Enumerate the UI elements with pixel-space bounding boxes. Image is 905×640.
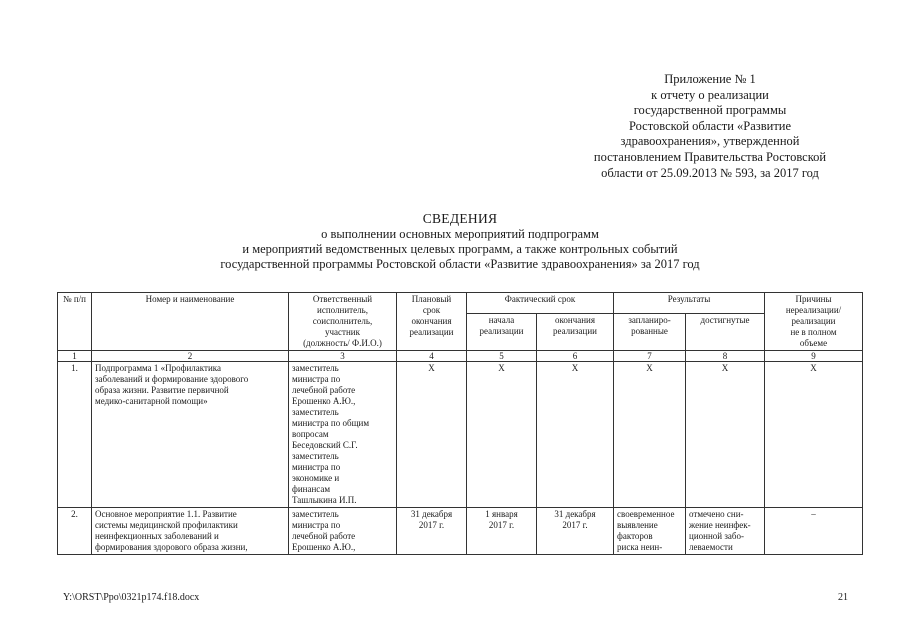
cell-planned-term: X: [397, 362, 467, 508]
appendix-line: здравоохранения», утвержденной: [620, 134, 800, 149]
cell-reasons: –: [765, 508, 863, 555]
header-actual-end: окончания реализации: [537, 313, 614, 350]
header-results-planned: запланиро- рованные: [614, 313, 686, 350]
column-number: 3: [289, 351, 397, 362]
document-heading: СВЕДЕНИЯ: [422, 211, 498, 226]
cell-actual-end: 31 декабря 2017 г.: [537, 508, 614, 555]
header-responsible: Ответственный исполнитель, соисполнитель, участник (должность/ Ф.И.О.): [289, 293, 397, 351]
cell-num: 1.: [58, 362, 92, 508]
document-title-block: [100, 210, 820, 272]
cell-name: Основное мероприятие 1.1. Развитие системы медицинской профилактики неинфекционных заболеваний и формирования здорового образа жизни,: [92, 508, 289, 555]
header-num: № п/п: [58, 293, 92, 351]
column-number: 5: [467, 351, 537, 362]
footer-file-path: Y:\ORST\Ppo\0321p174.f18.docx: [63, 592, 200, 603]
cell-results-achieved: отмечено сни- жение неинфек- ционной забо- леваемости: [686, 508, 765, 555]
cell-num: 2.: [58, 508, 92, 555]
title-line: о выполнении основных мероприятий подпрограмм: [321, 227, 599, 241]
header-row: [58, 293, 863, 314]
column-number: 2: [92, 351, 289, 362]
cell-reasons: X: [765, 362, 863, 508]
cell-actual-end: X: [537, 362, 614, 508]
appendix-line: постановлением Правительства Ростовской: [593, 149, 827, 164]
header-results: Результаты: [614, 293, 765, 314]
column-number-row: [58, 351, 863, 362]
column-number: 4: [397, 351, 467, 362]
cell-results-achieved: X: [686, 362, 765, 508]
cell-name: Подпрограмма 1 «Профилактика заболеваний и формирование здорового образа жизни. Развитие первичной медико-санитарной помощи»: [92, 362, 289, 508]
appendix-line: области от 25.09.2013 № 593, за 2017 год: [601, 165, 819, 180]
column-number: 7: [614, 351, 686, 362]
appendix-line: государственной программы: [633, 103, 787, 118]
header-planned-term: Плановый срок окончания реализации: [397, 293, 467, 351]
cell-actual-start: X: [467, 362, 537, 508]
header-results-achieved: достигнутые: [686, 313, 765, 350]
cell-planned-term: 31 декабря 2017 г.: [397, 508, 467, 555]
header-actual-start: начала реализации: [467, 313, 537, 350]
cell-results-planned: своевременное выявление факторов риска неин-: [614, 508, 686, 555]
table-row: [58, 508, 863, 555]
title-line: государственной программы Ростовской области «Развитие здравоохранения» за 2017 год: [220, 257, 700, 271]
cell-results-planned: X: [614, 362, 686, 508]
header-actual-term: Фактический срок: [467, 293, 614, 314]
table-row: [58, 362, 863, 508]
title-line: и мероприятий ведомственных целевых программ, а также контрольных событий: [242, 242, 678, 256]
column-number: 8: [686, 351, 765, 362]
appendix-line: к отчету о реализации: [651, 87, 769, 102]
report-table: [57, 292, 863, 555]
header-name: Номер и наименование: [92, 293, 289, 351]
header-reasons: Причины нереализации/ реализации не в полном объеме: [765, 293, 863, 351]
appendix-line: Ростовской области «Развитие: [628, 118, 792, 133]
column-number: 1: [58, 351, 92, 362]
column-number: 6: [537, 351, 614, 362]
column-number: 9: [765, 351, 863, 362]
appendix-heading: [560, 72, 860, 181]
cell-actual-start: 1 января 2017 г.: [467, 508, 537, 555]
appendix-line: Приложение № 1: [664, 72, 756, 86]
cell-responsible: заместитель министра по лечебной работе Ерошенко А.Ю., заместитель министра по общим вопросам Беседовский С.Г. заместитель министра по экономике и финансам Ташлыкина И.П.: [289, 362, 397, 508]
cell-responsible: заместитель министра по лечебной работе Ерошенко А.Ю.,: [289, 508, 397, 555]
page-number: 21: [838, 592, 848, 603]
